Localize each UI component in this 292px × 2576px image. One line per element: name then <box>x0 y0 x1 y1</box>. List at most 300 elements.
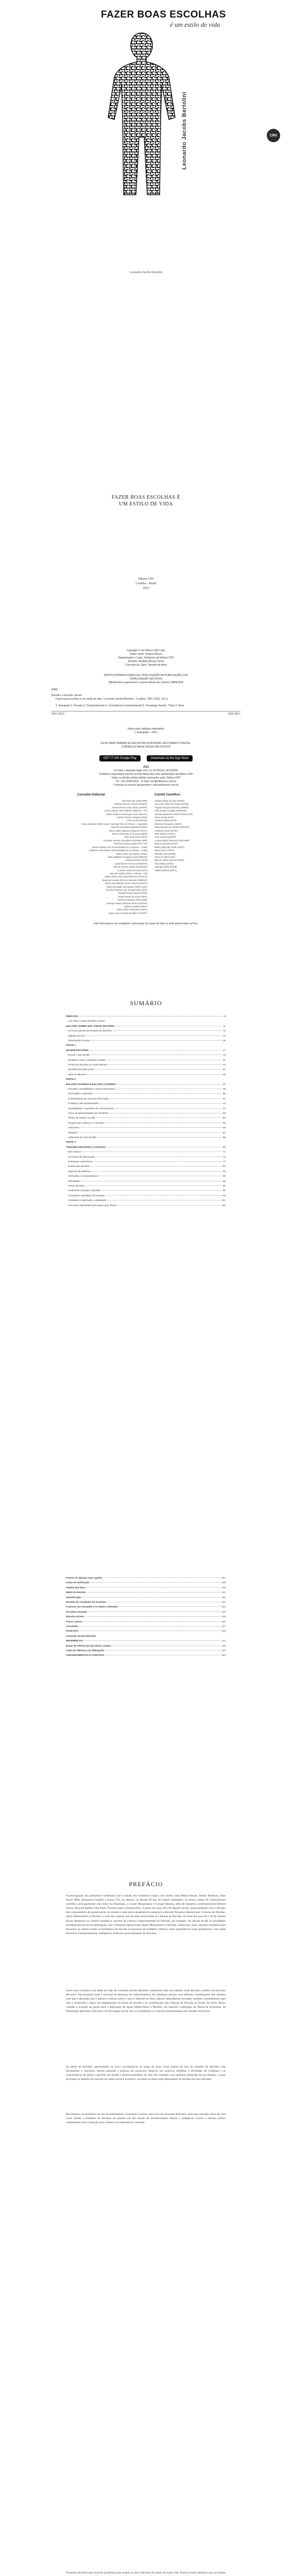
toc-label: Alternativa o consequências <box>68 1175 98 1178</box>
comite-list <box>154 800 247 872</box>
toc-leader <box>92 1171 222 1172</box>
publisher-city: Curitiba – Brasil <box>135 582 157 585</box>
toc-label: PARTE 1 <box>66 1044 76 1047</box>
toc-entry[interactable] <box>66 1097 226 1100</box>
toc-entry[interactable] <box>66 1194 226 1197</box>
half-title-page <box>0 227 292 407</box>
conselho-member: Lídia de Oliveira Xavier (UNIEURO) <box>113 866 147 869</box>
toc-leader <box>80 1127 222 1128</box>
preface-paragraph: Fazer boas escolhas é um estilo de vida, de Leonardo Jacobs Bertolini, representa mais um trabalho neste período e prático do processo decisório. Na produção mais o universo de literatura de conhecimentos, são inúmeros autores com infinitas contribuições. Em sintonia com que é abordado não é apenas o esforço sobre o que se referiria na obra, embora radicalmente inovador, também, entendimento aqui este a construção a lógica de interpretações da teoria da decisão e as contribuições das Ciências de Decisão na forma, de forma direta, visando a inclusão na ponte entre a Aplicação de Apoio Multicritério à Decisão, em especial a aplicação da Teoria da Economia, da Neurologia Aplicada à Decisão e da Psicologia Social. Isso se constituído os contextos predominantes dos estudos decisórios. <box>66 1989 226 2013</box>
toc-label: TOMANDO DECISÕES O ASSUNTO <box>66 1145 106 1148</box>
comite-member: Rita de Cássia Gomes (UFRN) <box>154 859 184 862</box>
toc-entry[interactable] <box>66 1025 226 1027</box>
toc-entry[interactable] <box>66 1160 226 1163</box>
toc-label: Luiz Flávio Araújo Monteiro Gomes <box>68 1020 105 1023</box>
toc-page-number: 74 <box>222 1155 226 1158</box>
toc-leader <box>101 1190 222 1191</box>
conselho-member: Cesar Gerónimo Tello (Univer. Nacional Três de Febrero – Argentina) <box>81 822 147 825</box>
toc-page-number: 35 <box>222 1088 226 1090</box>
toc-page-number: 65 <box>222 1136 226 1139</box>
conselho-member: Aldo Rezende (UNICAMP) <box>122 800 147 802</box>
toc-entry[interactable] <box>66 1611 226 1613</box>
cip-librarian: Bibliotecária responsável: Luzenira Alves dos Santos CRB9/1506 <box>109 681 183 684</box>
conselho-member: Renato Francisco dos Santos Paula (UFG) <box>106 888 147 891</box>
conselho-member: Rodrigo Pratte-Santos (UFES) <box>118 892 147 895</box>
toc-page-number: 69 <box>222 1145 226 1148</box>
conselho-member: Josania Portela (UFPI) <box>125 859 147 862</box>
preface-paragraph: A preocupação dos pensadores ocidentais com o estudo dos tomadores surgiu com nomes como Blaise Pascal, Jeremy Bentham, John Stuart Mills, Benjamin Franklin e outros. Foi, no entanto, na década 60 que foi estudo sistemático se tornou campo de conhecimento científico, principalmente com John von Neumann, o Lionel Morgenstern e George Dantzig, além de inúmeros contribuintes de Herbert Simon, Howard Raiffa, John Nash, Thomas Saaty e Bernard Roy. A partir dos anos 50 e 60 daquele século, principalmente com o advento dos computadores de grande porte, os estudos e aplicações quantitativos passaram a decretar Pesquisa Operacional, Ciências de Decisão, Apoio Multicritério à Decisão, o ciclo das análises das decisões envolvendo as Ciências de Decisão. Ao final dos anos 60 e 70 do mesmo século despontou no cenário mundial a corrente da Ciência Comportamental de Decisão, por exemplo. Na década de 80, às prioridades fundamentais da era da informação com a Pesquisa Operacional, Apoio Multicritério à Decisão, nomes que, hoje, parecem caminhos para encontrar ao mesmo tempo os fenômenos de decisão no processo de múltiplos critérios, tanto quantitativos como qualitativos, com ajuda Decisória Comportamental, inteligência artificial e processamento de decisões. <box>66 1894 226 1935</box>
cip-subheading: CATALOGAÇÃO NA FONTE <box>129 677 163 681</box>
conselho-member: João Adalberto Campato Junior (UNESP) <box>107 855 147 858</box>
cdu-code: CDU 159.9 <box>51 713 64 716</box>
toc-label: O balanço das oportunidades <box>68 1102 99 1105</box>
toc-page-number: 50 <box>222 1112 226 1114</box>
conselho-member: Gloria Fariñas León (Universidade de La Havana – Cuba) <box>92 845 147 849</box>
toc-page-number: 41 <box>222 1097 226 1100</box>
toc-leader <box>106 1195 222 1196</box>
comite-member: José Antonio (UNESP) <box>154 836 177 839</box>
comite-member: Jane Bleicker (UFSC) <box>154 833 176 836</box>
toc-page-number: 111 <box>222 1596 226 1599</box>
toc-entry[interactable] <box>66 1126 226 1129</box>
toc-page-number: 114 <box>221 1610 226 1613</box>
toc-entry[interactable] <box>66 1620 226 1623</box>
conselho-member: Élsio José Corá (UFFS) <box>124 836 147 839</box>
toc-page-number: 29 <box>222 1073 226 1076</box>
preface-title: PREFÁCIO <box>129 1880 163 1888</box>
conselho-member: Maria de Lourdes Pinto de Almeida (UNOESC) <box>102 878 147 882</box>
toc-entry[interactable] <box>66 1020 226 1022</box>
toc-label: Links de referência da bibliografia <box>66 1649 105 1652</box>
toc-label: Dificuldade <box>68 1179 80 1182</box>
toc-entry[interactable] <box>66 1107 226 1110</box>
cip-heading-block <box>51 674 241 685</box>
toc-page-number: 15 <box>222 1039 226 1042</box>
conselho-member: Fernando Antônio Gonçalves Alcoforado (IPB) <box>103 839 147 842</box>
toc-entry[interactable] <box>66 1645 226 1647</box>
toc-page-number: 19 <box>222 1054 226 1057</box>
toc-entry[interactable] <box>66 1112 226 1114</box>
toc-leader <box>82 1597 221 1598</box>
toc-label: Os Cinco passos do tomador de decisões <box>68 1029 112 1032</box>
cip-text: Fazer boas escolhas é um estilo de vida / Leonardo Jacobs Bertolini – Curitiba : CRV, 2023. 124 p. <box>56 698 168 701</box>
toc-entry[interactable] <box>66 1170 226 1173</box>
rights-block <box>0 766 292 787</box>
conselho-member: Leonel Severo Rocha (UNISINOS) <box>114 862 147 865</box>
toc-label: Informação e repertório <box>68 1092 93 1095</box>
preface-continued-page <box>0 2535 292 2576</box>
comite-member: Ana Lúcia Nunes de Sousa (UFSB) <box>154 803 188 806</box>
toc-entry[interactable] <box>66 1199 226 1201</box>
toc-label: Consciente estratégico da situação <box>68 1194 105 1197</box>
conselho-member: Tania Suely Azevedo Brasileiro (UFOPA) <box>108 911 147 914</box>
toc-entry[interactable] <box>66 1639 226 1642</box>
toc-label: Tempos das o dilema, e a emoção <box>68 1121 104 1124</box>
conselho-member: Elione Maria Nogueira Diogenes (UFAL) <box>109 829 147 832</box>
rights-text: Foi feito o depósito legal conf. Lei 10.994 de 14/12/2004 <box>114 769 178 772</box>
conselho-member: Carmen Tereza Velanga (UNIR) <box>116 816 147 819</box>
publisher-block <box>0 577 292 591</box>
toc-label: Sensibilidade e repertório do conhecimento <box>68 1107 114 1110</box>
toc-leader <box>108 1064 222 1065</box>
conselho-member: Maria Cristina dos Santos Bezerra (UFSCar) <box>105 875 147 878</box>
toc-label: Matriz de decisão <box>66 1591 86 1594</box>
toc-label: Passo a passo <box>66 1620 82 1623</box>
toc-page-number: 24 <box>222 1063 226 1066</box>
toc-page-number: 122 <box>221 1644 226 1647</box>
conselho-list <box>55 800 147 915</box>
toc-page-number: 17 <box>222 1048 226 1052</box>
conselho-member: Tadeu Oliver Gonçalves (UFPA) <box>116 908 147 911</box>
toc-label: Tipos de dilemas <box>68 1073 86 1076</box>
rights-text-2: Proibida a reprodução parcial ou total desta obra sem autorização da Editora CRV <box>99 773 193 776</box>
publisher-year: 2023 <box>143 587 149 590</box>
comite-member: Maria Aparecida Tonelli (UFSC) <box>154 845 185 849</box>
toc-entry[interactable] <box>66 1049 226 1052</box>
toc-entry[interactable] <box>66 1156 226 1158</box>
comite-member: Luciana Maria Giovanni (UNICAMP) <box>154 839 190 842</box>
toc-page-number: 53 <box>222 1116 226 1120</box>
toc-entry[interactable] <box>66 1102 226 1105</box>
toc-label: Premissas e Benefícios <box>68 1160 93 1163</box>
preface-paragraph: Recomendo, no momento em um reconhecimento conceitual e prático este livro de Leonardo Bertolini, uma que cativante cheio de vida como atende o problema de decisões da pessoas em um mundo de transformações diárias e complexas. Lorem o esforço, porém continuando com a intenção para a leitura sua importância crescente. <box>66 2113 226 2125</box>
toc-entry[interactable] <box>66 1122 226 1124</box>
toc-page-number: 47 <box>222 1107 226 1110</box>
conselho-member: Francisco Carlos Duarte (PUC-PR) <box>113 842 147 845</box>
peer-review-note: Este livro passou por avaliação e aprovação às cegas de dois ou mais pareceristas ad hoc. <box>94 922 198 925</box>
toc-label: Treinar de decisões se mede demais <box>68 1063 107 1066</box>
toc-label: Como as oportunidades nos escolhem <box>68 1112 109 1114</box>
conselho-member: Celso Conti (UFSCar) <box>126 819 147 822</box>
toc-label: Conclusão <box>66 1625 78 1628</box>
app-store-badge[interactable]: Download on the App Store <box>147 755 193 761</box>
toc-label: Escolhas certas e escolhas erradas <box>68 1058 106 1061</box>
toc-label: Leonardo Jacobs Bertolini <box>66 1634 96 1637</box>
toc-page-number: 110 <box>221 1591 226 1594</box>
preface-page <box>0 1865 292 2535</box>
toc-label: Finalmente tomando a decisão <box>68 1189 100 1192</box>
toc-label: Bom Dilema <box>68 1150 81 1154</box>
comite-member: Clecio Gorga (UPE) <box>154 816 174 819</box>
toc-page-number: 56 <box>222 1121 226 1124</box>
toc-label: Autonomia <box>68 1126 79 1129</box>
comite-member: Marta Fosco (UFRJ) <box>154 849 174 852</box>
toc-leader <box>96 1117 222 1118</box>
toc-page-number: 27 <box>222 1068 226 1071</box>
credit-line: Copyright © da Editora CRV Ltda. <box>126 649 166 652</box>
toc-label: Decisões de longo prazo <box>68 1068 94 1071</box>
toc-leader <box>114 1108 222 1109</box>
toc-label: Análise dos fatos <box>66 1586 86 1589</box>
toc-entry[interactable] <box>66 1059 226 1061</box>
toc-entry[interactable] <box>66 1189 226 1192</box>
toc-label: Tomar decisões <box>68 1184 85 1187</box>
toc-label: POSFÁCIO <box>66 1630 78 1633</box>
toc-label: Observação do autor <box>68 1039 90 1042</box>
toc-label: REFERÊNCIAS <box>66 1639 83 1642</box>
comite-member: Cristiane Mattar (IFSP) <box>154 819 177 822</box>
toc-label: Decisão correta <box>66 1615 84 1618</box>
toc-entry[interactable] <box>66 1180 226 1182</box>
toc-entry[interactable] <box>66 1136 226 1139</box>
cover-author: Leonardo Jacobs Bertolini <box>181 92 187 170</box>
cover-title: FAZER BOAS ESCOLHAS <box>101 9 226 20</box>
toc-leader <box>100 1103 222 1104</box>
toc-entry[interactable] <box>66 1092 226 1095</box>
catalog-index <box>0 727 292 735</box>
toc-entry[interactable] <box>66 1586 226 1589</box>
toc-leader <box>110 1098 222 1099</box>
toc-page-number: 117 <box>221 1625 226 1628</box>
toc-page-number: 11 <box>223 1024 226 1027</box>
app-badges <box>0 752 292 761</box>
toc-entry[interactable] <box>66 1654 226 1656</box>
toc-page-number: 115 <box>221 1615 226 1618</box>
toc-entry[interactable] <box>66 1596 226 1599</box>
toc-leader <box>91 1040 222 1041</box>
toc-entry[interactable] <box>66 1054 226 1056</box>
toc-page-number: 59 <box>222 1126 226 1129</box>
summary-page <box>0 979 292 1546</box>
toc-page-number: 86 <box>222 1175 226 1178</box>
cover-maze-figure-icon <box>103 30 180 200</box>
toc-page-number: 83 <box>222 1170 226 1173</box>
rights-year: 2023 <box>143 766 149 769</box>
toc-page-number: 113 <box>221 1605 226 1608</box>
conselho-member: Carlos Federico Dominguez Avila (Unieuro) <box>106 812 147 816</box>
title-line-1: FAZER BOAS ESCOLHAS É <box>111 495 181 500</box>
toc-page-number: 44 <box>222 1102 226 1105</box>
title-page <box>0 407 292 613</box>
toc-entry[interactable] <box>66 1141 226 1143</box>
toc-label: DECIDIR DECISÕES <box>66 1048 89 1052</box>
toc-entry[interactable] <box>66 1116 226 1119</box>
toc-label: Conhecimento de uma boa informação <box>68 1097 109 1100</box>
comite-member: Solange Rocha (UFPB) <box>154 866 177 869</box>
toc-leader <box>98 1137 222 1138</box>
comite-member: Fábio Mansano de Mello (UNIFESP) <box>154 826 190 829</box>
conselho-member: Simone Rodrigues Pinto (UNB) <box>117 899 147 902</box>
toc-label: Os pontos de informação <box>68 1155 95 1158</box>
toc-page-number: 9 <box>224 1015 226 1018</box>
toc-label: PREFÁCIO <box>66 1015 78 1018</box>
toc-label: Formas de agrupar suas opções <box>66 1577 102 1579</box>
index-title: Índice para catálogo sistemático <box>127 727 165 731</box>
toc-leader <box>94 1161 222 1162</box>
toc-leader <box>82 1151 222 1152</box>
ebook-note-2: CONHEÇA E BAIXE NOSSO APLICATIVO! <box>121 745 171 749</box>
conselho-member: Eduardo Fernandes Barbosa (UFMG) <box>111 826 147 829</box>
toc-entry[interactable] <box>66 1015 226 1018</box>
toc-leader <box>95 1069 222 1070</box>
comite-member: Silvia Maria (UFBA) <box>154 862 174 865</box>
toc-page-number: 112 <box>221 1601 226 1603</box>
toc-entry[interactable] <box>66 1605 226 1608</box>
toc-leader <box>78 1132 222 1133</box>
toc-page-number: 89 <box>222 1179 226 1182</box>
toc-leader <box>84 1640 220 1641</box>
toc-leader <box>113 1030 222 1031</box>
cip-classification <box>51 711 241 716</box>
publisher-logo-icon: CRV <box>267 129 280 142</box>
conselho-member: Elizeu Clementino de Souza (UNEB) <box>112 833 147 836</box>
toc-label: Um plano exemplo <box>66 1610 87 1613</box>
toc-page-number: 98 <box>222 1194 226 1197</box>
toc-entry[interactable] <box>66 1068 226 1071</box>
conselho-title: Conselho Editorial: <box>77 793 106 796</box>
toc-entry[interactable] <box>66 1184 226 1187</box>
cip-subjects: 1. Autoajuda 2. Decisão 3. Comportamento 4. Consciência Comportamental 5. Psicologia Social I. Título II. Série. <box>56 704 185 707</box>
toc-leader <box>83 1621 221 1622</box>
publisher-name: Editora CRV <box>138 578 154 581</box>
toc-entry[interactable] <box>66 1625 226 1628</box>
contact-line: Tel.: (41) 3029-6416 – E-mail: sac@editoracrv.com.br <box>115 780 177 783</box>
toc-entry[interactable] <box>66 1150 226 1153</box>
toc-entry[interactable] <box>66 1649 226 1652</box>
preface-paragraph: Os perfis de decisões, apresentados no livro, encontram-se ao longo do texto. Uma análise da área do tomador de decisões com ferramentas e conceitos, mesmo pessoais e práticas em processos relativos aos motivos, trabalhos e atividades do cotidiano e as características de ideias e opiniões em tarefas e desenvolvimentos da vida. Por exemplo, nos capítulos essenciais de sua mestria, o autor se propõe ao desafio do conceito de cunho social e evolutivo, ao tomar as bases mais importantes da decisão em seus decisões. <box>66 2065 226 2081</box>
comite-member: Célia Regina Congilio (UNIFESP) <box>154 809 187 812</box>
toc-entry[interactable] <box>66 1083 226 1086</box>
toc-page-number: 116 <box>221 1620 226 1623</box>
toc-page-number: 124 <box>221 1654 226 1657</box>
comite-member: Claudia Aparecida Avelar Ferreira (UFF) <box>154 812 193 816</box>
toc-label: UM LIVRO SOBRE QUE TOMAR DECISÕES <box>66 1024 115 1027</box>
conselho-member: Marcelo Paixão (UFRJ e UTexas – US) <box>110 872 147 875</box>
toc-entry[interactable] <box>66 1175 226 1177</box>
toc-label: Pontos das decisões <box>68 1165 90 1168</box>
toc-label: Objetivo do livro <box>68 1034 85 1037</box>
toc-entry[interactable] <box>66 1044 226 1046</box>
comite-member: Gabriela Gomes (UFSC) <box>154 829 178 832</box>
toc-entry[interactable] <box>66 1039 226 1042</box>
ebook-note: ESTA OBRA TAMBÉM SE ENCONTRA DISPONÍVEL EM FORMATO DIGITAL. <box>100 742 192 745</box>
toc-label: BALANÇO INTERNO E BALANÇO EXTERNO <box>66 1082 116 1086</box>
summary-title: SUMÁRIO <box>130 999 162 1007</box>
toc-label: AGRADECIMENTOS E CONTATOS <box>66 1654 105 1657</box>
conselho-member: Solange Helena Ximenes-Rocha (UFOPA) <box>107 902 147 905</box>
toc-page-number: 92 <box>222 1184 226 1187</box>
toc-label: Adiamento de uma decisão <box>68 1136 97 1139</box>
toc-entry[interactable] <box>66 1615 226 1618</box>
toc-entry[interactable] <box>66 1601 226 1603</box>
toc-leader <box>87 1587 220 1588</box>
cip-entry: Bertolini, Leonardo Jacobs <box>51 694 82 697</box>
toc-page-number: 71 <box>222 1150 226 1154</box>
toc-page-number: 101 <box>221 1199 226 1202</box>
toc-page-number: 80 <box>222 1165 226 1168</box>
cip-heading: DADOS INTERNACIONAIS DE CATALOGAÇÃO NA PUBLICAÇÃO (CIP) <box>104 674 188 677</box>
toc-entry[interactable] <box>66 1146 226 1148</box>
toc-leader <box>119 1606 221 1607</box>
toc-leader <box>117 1205 220 1206</box>
toc-page-number: 119 <box>221 1630 226 1633</box>
conselho-member: Paulo Romualdo Hernandes (UNIFAL-MG) <box>106 885 147 888</box>
toc-label: Emoções, sensibilidade e autoconhecimento <box>68 1088 115 1090</box>
toc-page-number: 109 <box>221 1586 226 1589</box>
comite-member: Michelle Leite (UFPB) <box>154 852 176 855</box>
credit-line: Revisão: Analista Moura Cunha <box>128 660 164 663</box>
toc-entry[interactable] <box>66 1131 226 1134</box>
copyright-credits <box>0 649 292 667</box>
toc-page-number: 107 <box>221 1577 226 1579</box>
toc-label: Algumas da dinâmica <box>68 1170 91 1173</box>
toc-entry[interactable] <box>66 1073 226 1076</box>
toc-entry[interactable] <box>66 1063 226 1066</box>
conselho-member: Maria Lília Imbiriba Sousa Colares (UFOPA) <box>105 882 147 885</box>
credit-line: Correção de Capa: Tamaah de Artes <box>125 664 167 667</box>
half-title-author: Leonardo Jacobs Bertolini <box>129 271 163 274</box>
cdd-code: CDD 158.1 <box>228 713 241 716</box>
toc-leader <box>94 1093 222 1094</box>
toc-entry[interactable] <box>66 1204 226 1207</box>
conselho-member: Lourdes Helena da Silva (UFV) <box>117 869 147 872</box>
comite-member: Ângela Gonçalves Bonfim (UNESP) <box>154 806 189 809</box>
toc-entry[interactable] <box>66 1635 226 1637</box>
title-line-2: UM ESTILO DE VIDA <box>119 501 173 507</box>
toc-page-number: 95 <box>222 1189 226 1192</box>
toc-label: O pensar nas variações e os dados ordenados <box>66 1605 118 1608</box>
conselho-member: Carlos Alberto Vilar Estêvão (UMINHO – PT) <box>105 809 147 812</box>
toc-page-number: 77 <box>222 1160 226 1163</box>
comite-member: Valdete Martins (UFPA) <box>154 869 177 872</box>
toc-page-number: 123 <box>221 1649 226 1652</box>
toc-page-number: 13 <box>222 1029 226 1032</box>
toc-entry[interactable] <box>66 1078 226 1080</box>
toc-entry[interactable] <box>66 1577 226 1579</box>
toc-page-number: 104 <box>221 1204 226 1207</box>
comite-member: Paulo de Tarso (UFS) <box>154 855 176 858</box>
toc-entry[interactable] <box>66 1088 226 1090</box>
rights-text-3: Todos os direitos desta edição reservados pela: Editora CRV <box>111 776 181 779</box>
conselho-member: Jailson Alves dos Santos (UFRJ) <box>116 852 147 855</box>
toc-leader <box>90 1582 220 1583</box>
toc-label: Bases de referências dos títulos citados <box>66 1644 111 1647</box>
preface-paragraph: Tomamos decisões para resolver problemas que surgem no que cada hora do tempo de nossa vida. Embora todos saibamos que os homens <box>66 2571 226 2574</box>
cover-subtitle: é um estilo de vida <box>170 21 220 28</box>
cip-record <box>51 688 241 716</box>
cip-code: B486 <box>51 688 58 691</box>
toc-leader <box>85 1185 222 1186</box>
toc-entry[interactable] <box>66 1630 226 1632</box>
toc-entry[interactable] <box>66 1035 226 1037</box>
toc-entry[interactable] <box>66 1591 226 1594</box>
site-line[interactable]: Conheça os nossos lançamentos: www.editoracrv.com.br <box>113 784 179 787</box>
toc-page-number: 33 <box>222 1082 226 1086</box>
summary-continued-page <box>0 1546 292 1865</box>
comite-member: Marcos Eduardo (UFBA) <box>154 842 178 845</box>
comite-member: Emerson Gonçalves (UERJ) <box>154 822 182 825</box>
toc-label: Respeito <box>68 1131 78 1134</box>
cover-page <box>0 0 292 227</box>
comite-title: Comitê Científico: <box>154 793 181 796</box>
toc-leader <box>106 1650 221 1651</box>
ebook-note-block <box>0 742 292 749</box>
toc-label: Decisão em condições de incerteza <box>66 1601 106 1603</box>
toc-label: PARTE 2 <box>66 1078 76 1081</box>
toc-page-number: 108 <box>221 1581 226 1584</box>
conselho-member: Antônio Pereira Gaio Júnior (UFRRJ) <box>111 806 147 809</box>
copyright-page <box>0 613 292 979</box>
toc-label: Conceitos importantes para quem quer decidir <box>68 1204 117 1207</box>
toc-entry[interactable] <box>66 1165 226 1167</box>
toc-label: Tempo de realizar na vida <box>68 1116 95 1120</box>
toc-page-number: 22 <box>222 1058 226 1061</box>
google-play-badge[interactable]: GET IT ON Google Play <box>99 755 141 761</box>
toc-entry[interactable] <box>66 1581 226 1584</box>
toc-label: Decidir o que decidir <box>68 1054 90 1057</box>
toc-entry[interactable] <box>66 1029 226 1032</box>
toc-label: Classificação <box>66 1596 81 1599</box>
